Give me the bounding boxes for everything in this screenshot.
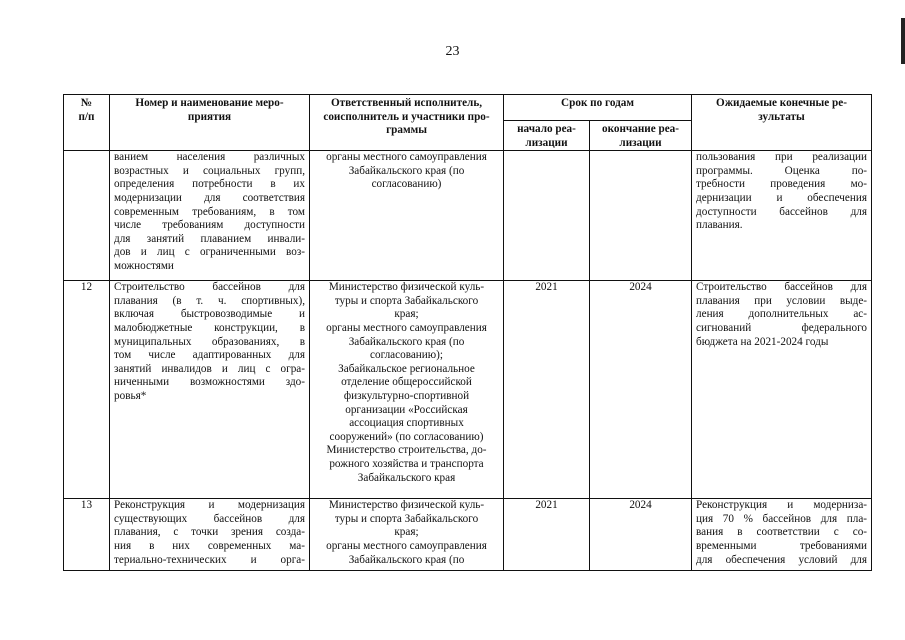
row-number bbox=[64, 151, 110, 281]
header-activity-name: Номер и наименование меро- приятия bbox=[110, 95, 310, 151]
header-executor: Ответственный исполнитель, соисполнитель и участники про- граммы bbox=[310, 95, 504, 151]
activity-name-cell: ванием населения различных возрастных и социальных групп, определения потребности в их модернизации для соответствия современным требованиям, в том числе требованиям доступности для занятий плаванием инвали- дов и лиц с ограниченными воз- можностями bbox=[110, 151, 310, 281]
end-year-cell bbox=[590, 151, 692, 281]
row-number: 13 bbox=[64, 499, 110, 571]
header-term-start: начало реа- лизации bbox=[504, 121, 590, 151]
page-edge-mark bbox=[901, 18, 905, 64]
executor-cell: Министерство физической куль- туры и спорта Забайкальского края; органы местного самоуправления Забайкальского края (по согласованию); Забайкальское региональное отделение общероссийской физкультурно-спортивной организации «Российская ассоциация спортивных сооружений» (по согласованию) Министерство строительства, до- рожного хозяйства и транспорта Забайкальского края bbox=[310, 281, 504, 499]
row-number: 12 bbox=[64, 281, 110, 499]
end-year-cell: 2024 bbox=[590, 499, 692, 571]
table-row bbox=[64, 499, 872, 571]
start-year-cell bbox=[504, 151, 590, 281]
expected-result-cell: Строительство бассейнов для плавания при условии выде- ления дополнительных ас- сигнований федерального бюджета на 2021-2024 годы bbox=[692, 281, 872, 499]
start-year-cell: 2021 bbox=[504, 499, 590, 571]
executor-cell: Министерство физической куль- туры и спорта Забайкальского края; органы местного самоуправления Забайкальского края (по bbox=[310, 499, 504, 571]
table-row bbox=[64, 151, 872, 281]
page-number: 23 bbox=[445, 44, 460, 59]
activity-name-cell: Строительство бассейнов для плавания (в т. ч. спортивных), включая быстровозводимые и малобюджетные конструкции, в муниципальных образованиях, в том числе адаптированных для занятий инвалидов и лиц с огра- ниченными возможностями здо- ровья* bbox=[110, 281, 310, 499]
table-row bbox=[64, 281, 872, 499]
activity-name-cell: Реконструкция и модернизация существующих бассейнов для плавания, с точки зрения созда- ния в них современных ма- териально-технических и орга- bbox=[110, 499, 310, 571]
end-year-cell: 2024 bbox=[590, 281, 692, 499]
expected-result-cell: пользования при реализации программы. Оценка по- требности проведения мо- дернизации и обеспечения доступности бассейнов для плавания. bbox=[692, 151, 872, 281]
start-year-cell: 2021 bbox=[504, 281, 590, 499]
header-expected-results: Ожидаемые конечные ре- зультаты bbox=[692, 95, 872, 151]
header-term: Срок по годам bbox=[504, 95, 692, 121]
executor-cell: органы местного самоуправления Забайкальского края (по согласованию) bbox=[310, 151, 504, 281]
header-number: № п/п bbox=[64, 95, 110, 151]
program-activities-table bbox=[63, 94, 872, 571]
header-term-end: окончание реа- лизации bbox=[590, 121, 692, 151]
expected-result-cell: Реконструкция и модерниза- ция 70 % бассейнов для пла- вания в соответствии с со- временными требованиями для обеспечения условий для bbox=[692, 499, 872, 571]
